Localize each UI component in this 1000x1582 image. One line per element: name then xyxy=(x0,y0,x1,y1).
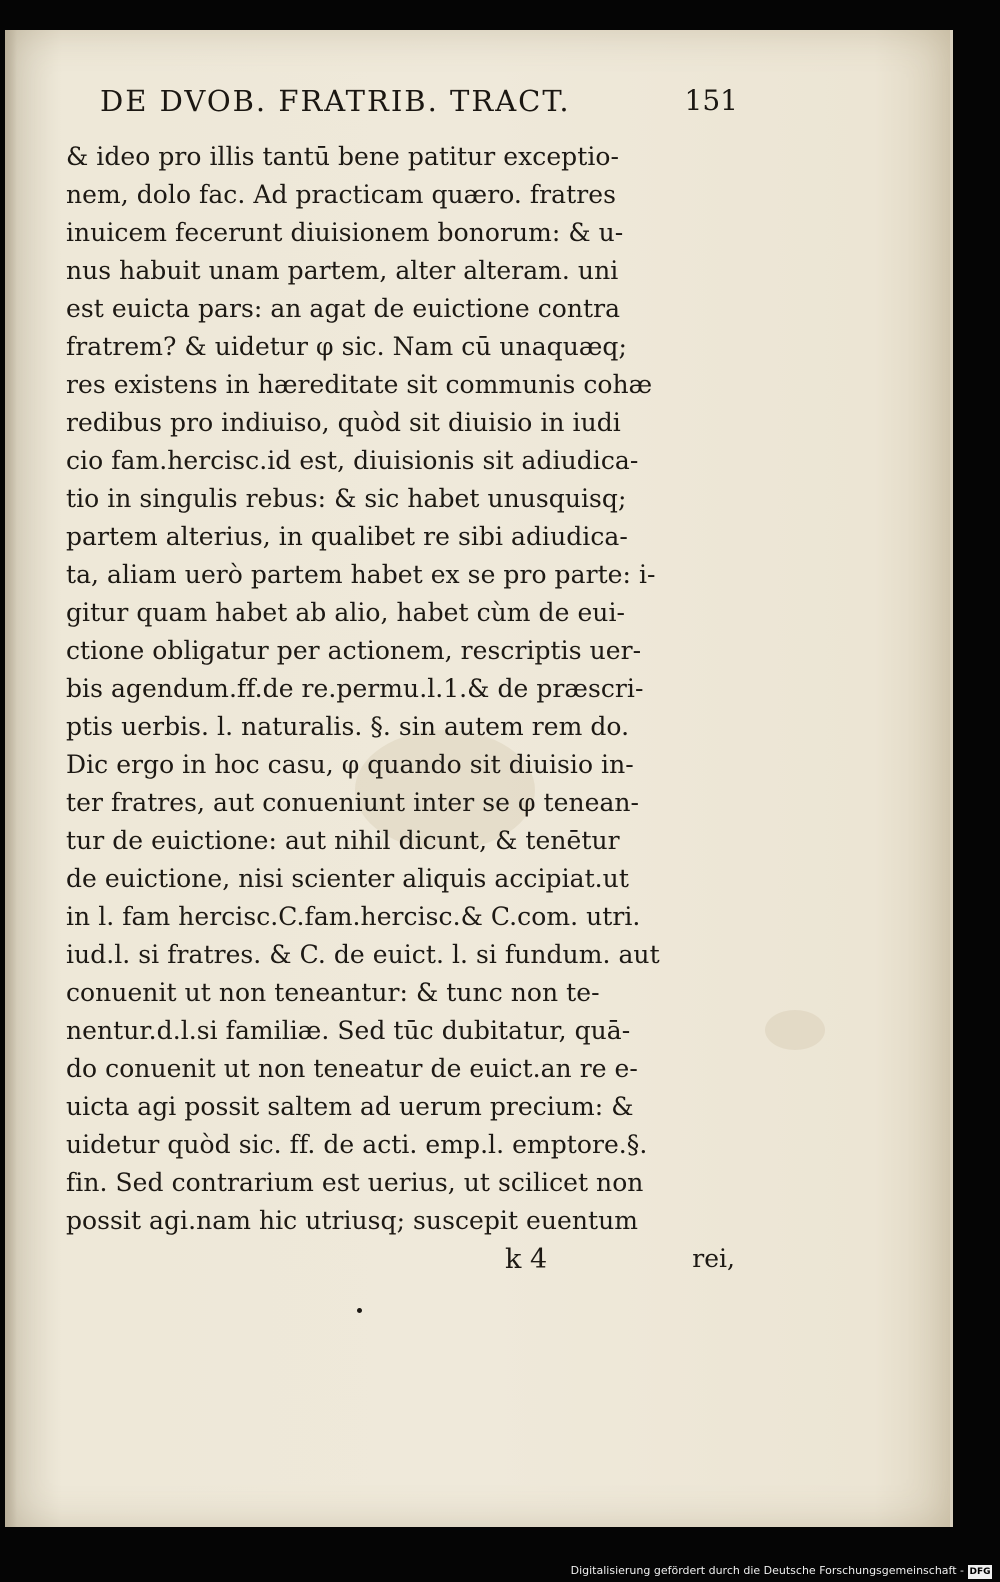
text-line-2: nem, dolo fac. Ad practicam quæro. fratres xyxy=(66,180,616,209)
text-line-13: gitur quam habet ab alio, habet cùm de eui- xyxy=(66,598,625,627)
text-line-9: cio fam.hercisc.id est, diuisionis sit adiudica- xyxy=(66,446,639,475)
page-footer xyxy=(505,1244,735,1284)
main-text xyxy=(66,136,730,1256)
text-line-24: nentur.d.l.si familiæ. Sed tūc dubitatur, quā- xyxy=(66,1016,631,1045)
catchword: rei, xyxy=(692,1244,735,1273)
text-line-1: & ideo pro illis tantū bene patitur exceptio- xyxy=(66,142,619,171)
text-line-6: fratrem? & uidetur φ sic. Nam cū unaquæq; xyxy=(66,332,627,361)
ink-dot xyxy=(357,1308,362,1313)
paper-stain xyxy=(765,1010,825,1050)
text-line-14: ctione obligatur per actionem, rescriptis uer- xyxy=(66,636,642,665)
text-line-7: res existens in hæreditate sit communis cohæ xyxy=(66,370,653,399)
text-line-15: bis agendum.ff.de re.permu.l.1.& de præscri- xyxy=(66,674,644,703)
text-line-28: fin. Sed contrarium est uerius, ut scilicet non xyxy=(66,1168,644,1197)
text-line-10: tio in singulis rebus: & sic habet unusquisq; xyxy=(66,484,627,513)
dfg-credit-text: Digitalisierung gefördert durch die Deutsche Forschungsgemeinschaft - xyxy=(570,1564,964,1577)
text-line-17: Dic ergo in hoc casu, φ quando sit diuisio in- xyxy=(66,750,634,779)
text-line-23: conuenit ut non teneantur: & tunc non te- xyxy=(66,978,600,1007)
signature-mark: k 4 xyxy=(505,1244,548,1275)
text-line-16: ptis uerbis. l. naturalis. §. sin autem rem do. xyxy=(66,712,630,741)
text-line-19: tur de euictione: aut nihil dicunt, & tenētur xyxy=(66,826,620,855)
page-number: 151 xyxy=(684,84,738,117)
text-line-22: iud.l. si fratres. & C. de euict. l. si fundum. aut xyxy=(66,940,660,969)
text-line-27: uidetur quòd sic. ff. de acti. emp.l. emptore.§. xyxy=(66,1130,648,1159)
text-line-11: partem alterius, in qualibet re sibi adiudica- xyxy=(66,522,628,551)
text-line-3: inuicem fecerunt diuisionem bonorum: & u- xyxy=(66,218,624,247)
text-line-29: possit agi.nam hic utriusq; suscepit euentum xyxy=(66,1206,639,1235)
text-line-26: uicta agi possit saltem ad uerum precium: & xyxy=(66,1092,634,1121)
text-line-8: redibus pro indiuiso, quòd sit diuisio in iudi xyxy=(66,408,621,437)
running-head: DE DVOB. FRATRIB. TRACT. xyxy=(100,84,571,118)
text-line-21: in l. fam hercisc.C.fam.hercisc.& C.com. utri. xyxy=(66,902,641,931)
text-line-18: ter fratres, aut conueniunt inter se φ tenean- xyxy=(66,788,640,817)
text-line-25: do conuenit ut non teneatur de euict.an re e- xyxy=(66,1054,638,1083)
text-line-5: est euicta pars: an agat de euictione contra xyxy=(66,294,621,323)
text-line-12: ta, aliam uerò partem habet ex se pro parte: i- xyxy=(66,560,656,589)
dfg-badge: DFG xyxy=(969,1567,991,1577)
text-line-20: de euictione, nisi scienter aliquis accipiat.ut xyxy=(66,864,629,893)
text-line-4: nus habuit unam partem, alter alteram. uni xyxy=(66,256,619,285)
page-header xyxy=(100,84,740,132)
